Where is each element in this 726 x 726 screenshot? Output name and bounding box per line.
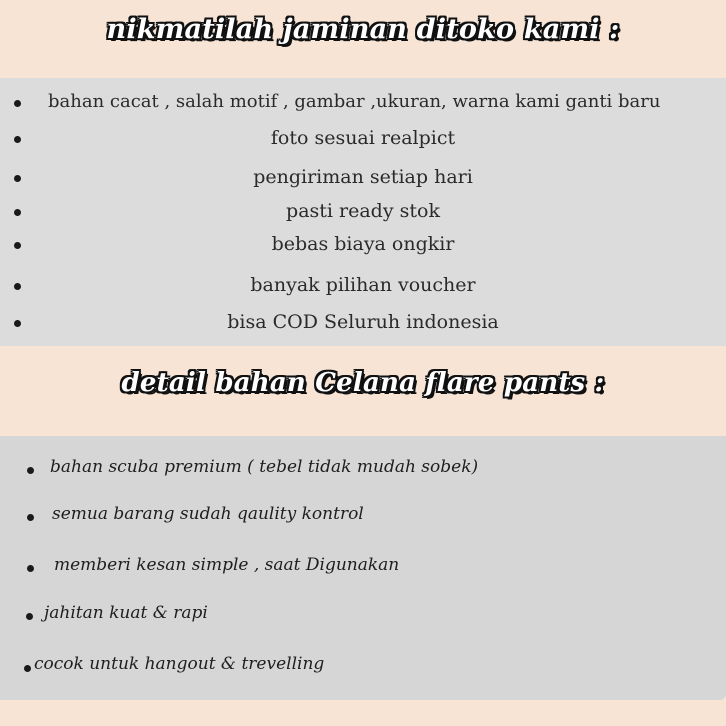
guarantee-item-text: bahan cacat , salah motif , gambar ,ukuran, warna kami ganti baru xyxy=(48,91,661,112)
detail-item-text: semua barang sudah qaulity kontrol xyxy=(52,504,364,524)
guarantee-item xyxy=(0,231,726,261)
guarantee-heading: nikmatilah jaminan ditoko kami : xyxy=(106,14,620,45)
detail-item xyxy=(0,553,726,583)
guarantee-item xyxy=(0,198,726,228)
detail-item xyxy=(0,652,726,682)
guarantee-item xyxy=(0,89,726,119)
detail-item-text: bahan scuba premium ( tebel tidak mudah sobek) xyxy=(50,457,479,477)
guarantee-item-text: bebas biaya ongkir xyxy=(271,233,455,255)
detail-item xyxy=(0,502,726,532)
guarantee-item-text: pasti ready stok xyxy=(286,200,440,222)
guarantee-item xyxy=(0,309,726,339)
detail-item xyxy=(0,455,726,485)
guarantee-item-text: bisa COD Seluruh indonesia xyxy=(227,311,499,333)
guarantee-item-text: banyak pilihan voucher xyxy=(250,274,476,296)
guarantee-item xyxy=(0,164,726,194)
bullet-icon xyxy=(27,514,34,521)
bullet-icon xyxy=(27,467,34,474)
guarantee-item-text: pengiriman setiap hari xyxy=(253,166,473,188)
bullet-icon xyxy=(26,613,33,620)
bullet-icon xyxy=(27,565,34,572)
detail-item-text: cocok untuk hangout & trevelling xyxy=(34,654,325,674)
detail-heading: detail bahan Celana flare pants : xyxy=(121,368,605,398)
bullet-icon xyxy=(14,100,21,107)
detail-item-text: jahitan kuat & rapi xyxy=(44,603,208,623)
footer-band xyxy=(0,700,726,726)
guarantee-item-text: foto sesuai realpict xyxy=(270,127,456,149)
guarantee-item xyxy=(0,272,726,302)
bullet-icon xyxy=(24,665,31,672)
detail-item xyxy=(0,601,726,631)
detail-item-text: memberi kesan simple , saat Digunakan xyxy=(54,555,400,575)
guarantee-item xyxy=(0,125,726,155)
